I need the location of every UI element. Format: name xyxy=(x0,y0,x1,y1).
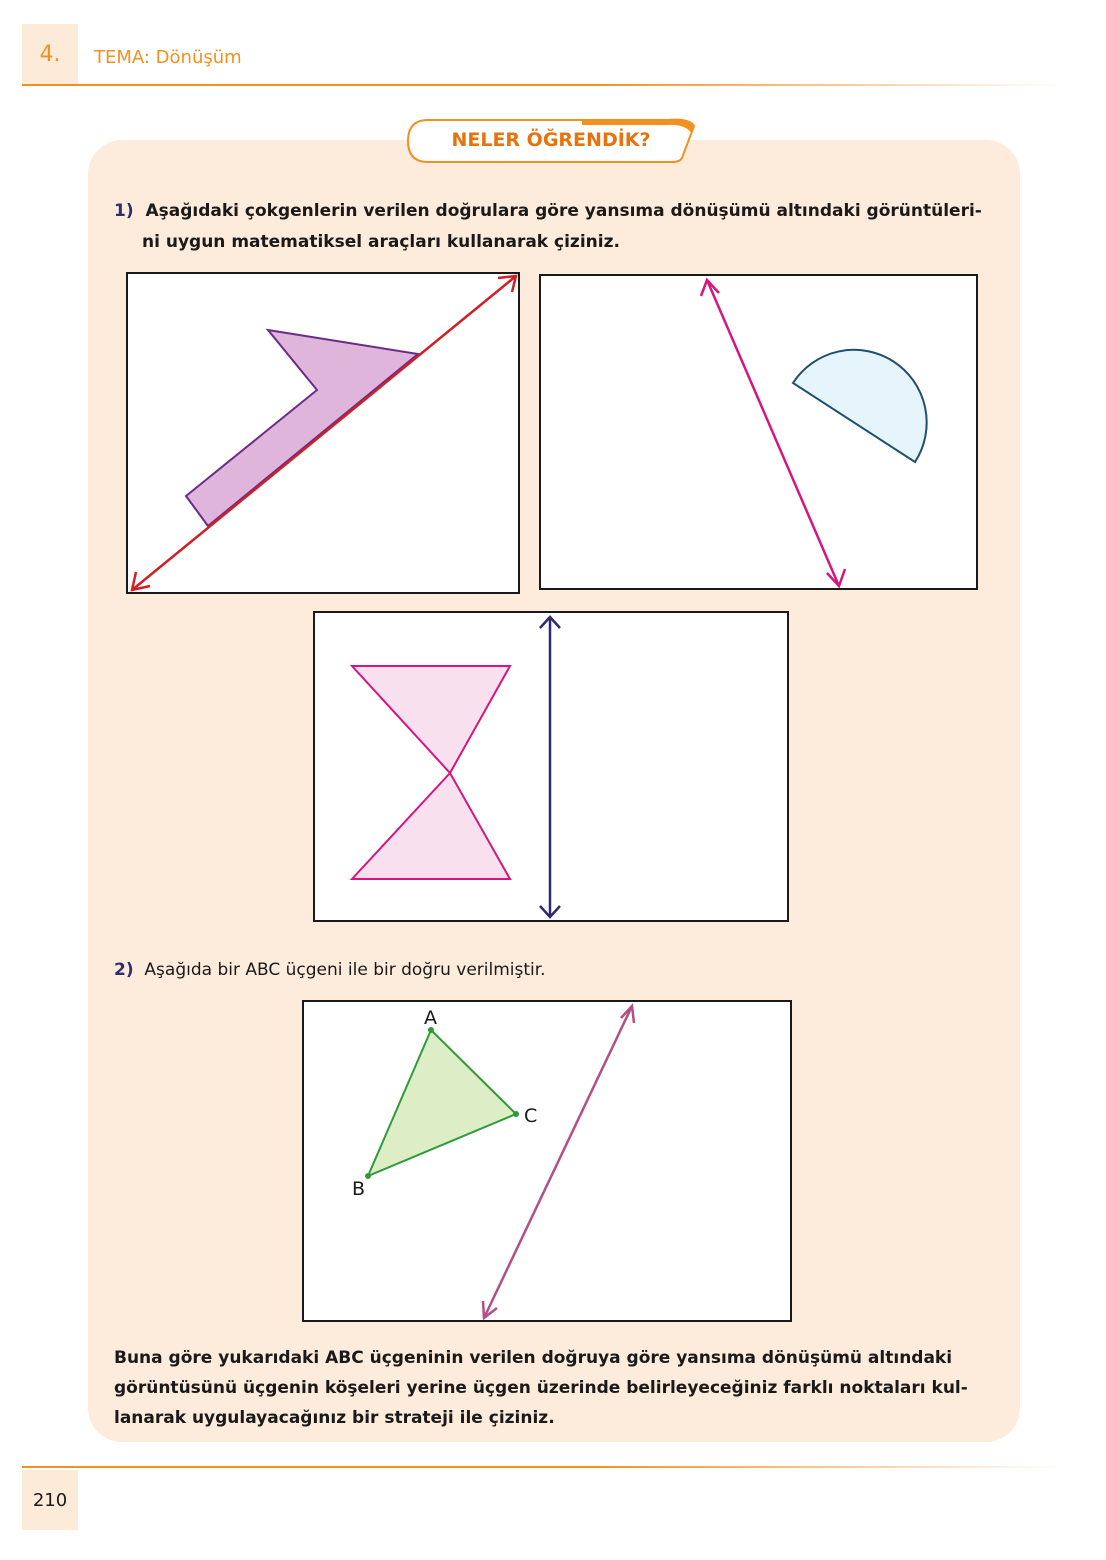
question-2-number: 2) xyxy=(114,960,134,980)
mauve-reflection-line xyxy=(484,1006,632,1318)
magenta-reflection-line xyxy=(707,280,839,586)
header-divider xyxy=(22,84,1062,86)
page-number: 210 xyxy=(22,1470,78,1530)
purple-polygon xyxy=(186,330,418,526)
section-title: NELER ÖĞRENDİK? xyxy=(451,129,651,151)
blue-semicircle xyxy=(793,350,927,462)
vertex-b-label: B xyxy=(352,1178,366,1200)
question-1-number: 1) xyxy=(114,201,134,221)
question-2-text: Aşağıda bir ABC üçgeni ile bir doğru verilmiştir. xyxy=(144,960,546,980)
question-2 xyxy=(114,960,546,980)
theme-title: TEMA: Dönüşüm xyxy=(94,47,242,68)
figure-triangle-frame xyxy=(302,1000,792,1322)
vertex-c-point xyxy=(513,1111,519,1117)
question-1 xyxy=(114,196,994,258)
vertex-b-point xyxy=(365,1173,371,1179)
chapter-number: 4. xyxy=(22,24,78,84)
vertex-c-label: C xyxy=(524,1105,538,1127)
footer-divider xyxy=(22,1466,1062,1468)
instruction-line-2: görüntüsünü üçgenin köşeleri yerine üçgen üzerinde belirleyeceğiniz farklı noktaları kul- xyxy=(114,1378,968,1398)
section-title-badge xyxy=(406,114,696,166)
question-2-instruction xyxy=(114,1343,994,1433)
instruction-line-1: Buna göre yukarıdaki ABC üçgeninin verilen doğruya göre yansıma dönüşümü altındaki xyxy=(114,1348,953,1368)
vertex-a-label: A xyxy=(424,1007,437,1029)
red-reflection-line xyxy=(132,276,516,590)
pink-bowtie-upper xyxy=(352,666,510,773)
figure-bowtie-frame xyxy=(313,611,789,922)
pink-bowtie-lower xyxy=(352,773,510,879)
figure-semicircle-frame xyxy=(539,274,978,590)
question-1-text-line2: ni uygun matematiksel araçları kullanarak çiziniz. xyxy=(142,232,620,252)
green-triangle-abc xyxy=(368,1030,516,1176)
figure-purple-polygon-frame xyxy=(126,272,520,594)
instruction-line-3: lanarak uygulayacağınız bir strateji ile çiziniz. xyxy=(114,1408,555,1428)
question-1-text-line1: Aşağıdaki çokgenlerin verilen doğrulara göre yansıma dönüşümü altındaki görüntüleri- xyxy=(145,201,982,221)
